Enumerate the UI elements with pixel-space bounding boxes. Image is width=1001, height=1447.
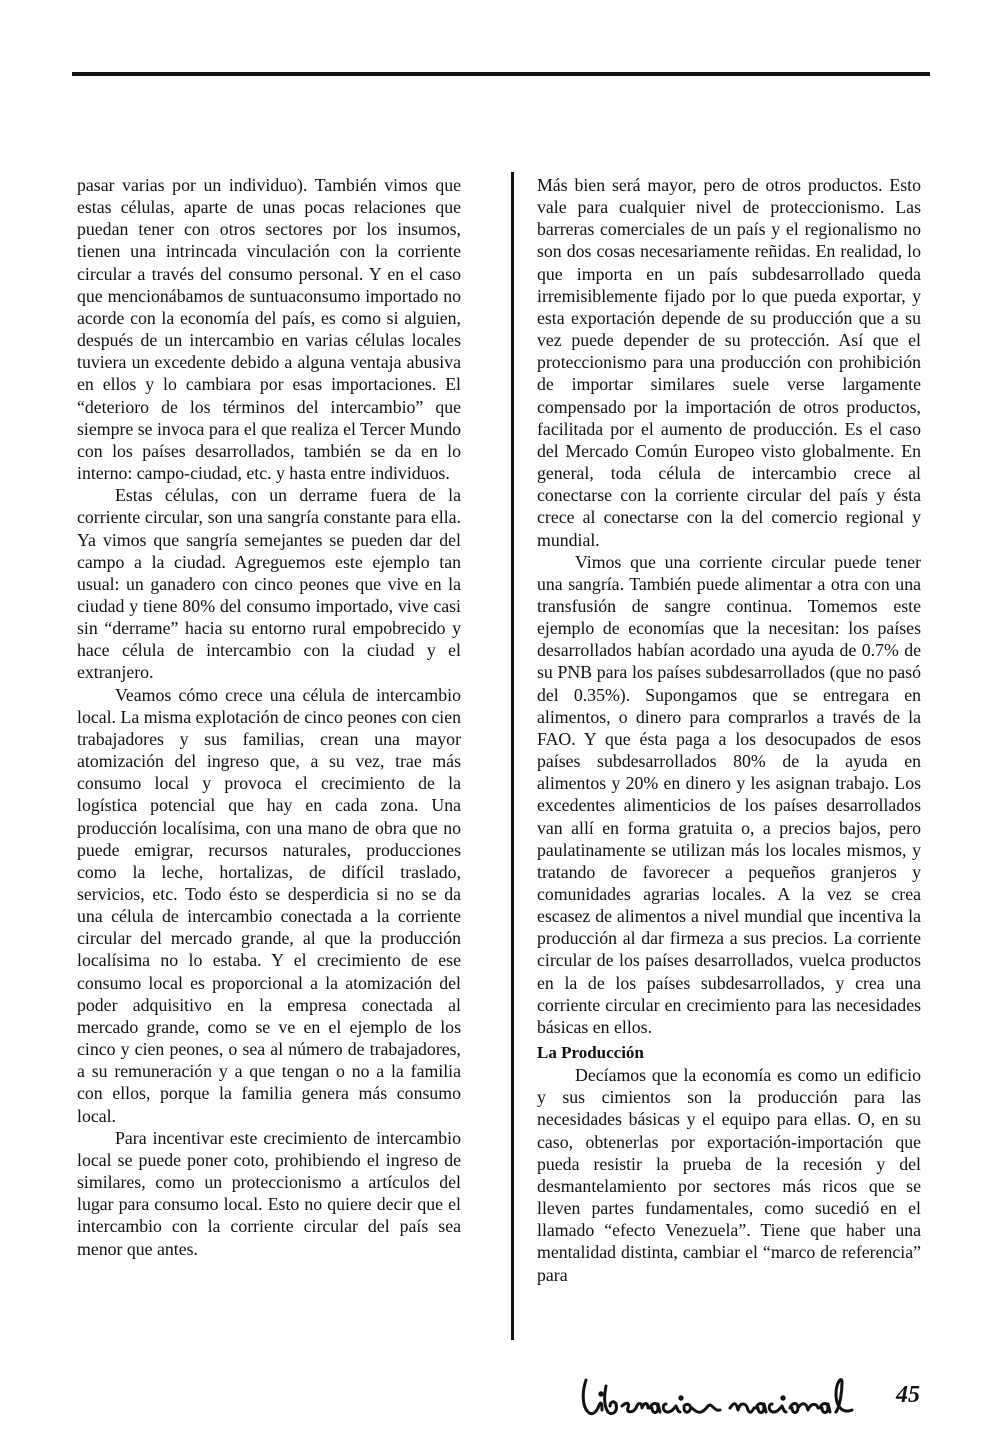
paragraph: pasar varias por un individuo). También vimos que estas células, aparte de unas pocas relaciones que puedan tener con otros sectores por los insumos, tienen una intrincada vinculación con la corriente circular a través del consumo personal. Y en el caso que mencionábamos de suntuaconsumo importado no acorde con la economía del país, es como si alguien, después de un intercambio en varias células locales tuviera un excedente debido a alguna ventaja abusiva en ellos y lo cambiara por esas importaciones. El “deterioro de los términos del intercambio” que siempre se invoca para el que realiza el Tercer Mundo con los países desarrollados, también se da en lo interno: campo-ciudad, etc. y hasta entre individuos. xyxy=(77,175,461,484)
left-column xyxy=(77,174,461,1260)
page-footer xyxy=(580,1372,940,1422)
right-column xyxy=(537,174,921,1286)
paragraph: Estas células, con un derrame fuera de la corriente circular, son una sangría constante para ella. Ya vimos que sangría semejantes se pueden dar del campo a la ciudad. Agreguemos este ejemplo tan usual: un ganadero con cinco peones que vive en la ciudad y tiene 80% del consumo importado, vive casi sin “derrame” hacia su entorno rural empobrecido y hace célula de intercambio con la ciudad y el extranjero. xyxy=(77,485,461,683)
top-rule xyxy=(72,72,930,76)
publication-logo xyxy=(580,1372,880,1422)
column-divider xyxy=(511,172,514,1340)
section-heading: La Producción xyxy=(537,1043,644,1063)
paragraph: Veamos cómo crece una célula de intercambio local. La misma explotación de cinco peones con cien trabajadores y sus familias, crean una mayor atomización del ingreso que, a su vez, trae más consumo local y provoca el crecimiento de la logística potencial que hay en cada zona. Una producción localísima, con una mano de obra que no puede emigrar, recursos naturales, producciones como la leche, hortalizas, de difícil traslado, servicios, etc. Todo ésto se desperdicia si no se da una célula de intercambio conectada a la corriente circular del mercado grande, al que la producción localísima no lo estaba. Y el crecimiento de ese consumo local es proporcional a la atomización del poder adquisitivo en la empresa conectada al mercado grande, como se ve en el ejemplo de los cinco y cien peones, o sea al número de trabajadores, a su remuneración y a que tengan o no a la familia con ellos, porque la familia genera más consumo local. xyxy=(77,684,461,1126)
page-number: 45 xyxy=(896,1382,920,1408)
paragraph: Más bien será mayor, pero de otros productos. Esto vale para cualquier nivel de proteccionismo. Las barreras comerciales de un país y el regionalismo no son dos cosas necesariamente reñidas. En realidad, lo que importa en un país subdesarrollado queda irremisiblemente fijado por lo que pueda exportar, y esta exportación depende de su producción que a su vez puede depender de su protección. Así que el proteccionismo para una producción con prohibición de importar similares suele verse largamente compensado por la importación de otros productos, facilitada por el aumento de producción. Es el caso del Mercado Común Europeo visto globalmente. En general, toda célula de intercambio crece al conectarse con la corriente circular del país y ésta crece al conectarse con la del comercio regional y mundial. xyxy=(537,175,921,550)
paragraph: Para incentivar este crecimiento de intercambio local se puede poner coto, prohibiendo el ingreso de similares, como un proteccionismo a artículos del lugar para consumo local. Esto no quiere decir que el intercambio con la corriente circular del país sea menor que antes. xyxy=(77,1127,461,1259)
paragraph: Decíamos que la economía es como un edificio y sus cimientos son la producción para las necesidades básicas y el equipo para ellas. O, en su caso, obtenerlas por exportación-importación que pueda resistir la prueba de la recesión y del desmantelamiento por sectores más ricos que se lleven partes fundamentales, como sucedió en el llamado “efecto Venezuela”. Tiene que haber una mentalidad distinta, cambiar el “marco de referencia” para xyxy=(537,1065,921,1285)
paragraph: Vimos que una corriente circular puede tener una sangría. También puede alimentar a otra con una transfusión de sangre continua. Tomemos este ejemplo de economías que la necesitan: los países desarrollados habían acordado una ayuda de 0.7% de su PNB para los países subdesarrollados (que no pasó del 0.35%). Supongamos que se entregara en alimentos, o dinero para comprarlos a través de la FAO. Y que ésta paga a los desocupados de esos países subdesarrollados 80% de la ayuda en alimentos y 20% en dinero y les asignan trabajo. Los excedentes alimenticios de los países desarrollados van allí en forma gratuita o, a precios bajos, pero paulatinamente se utilizan más los locales mismos, y tratando de favorecer a pequeños granjeros y comunidades agrarias locales. A la vez se crea escasez de alimentos a nivel mundial que incentiva la producción al dar firmeza a sus precios. La corriente circular de los países desarrollados, vuelca productos en la de los países subdesarrollados, y crea una corriente circular en crecimiento para las necesidades básicas en ellos. xyxy=(537,551,921,1037)
